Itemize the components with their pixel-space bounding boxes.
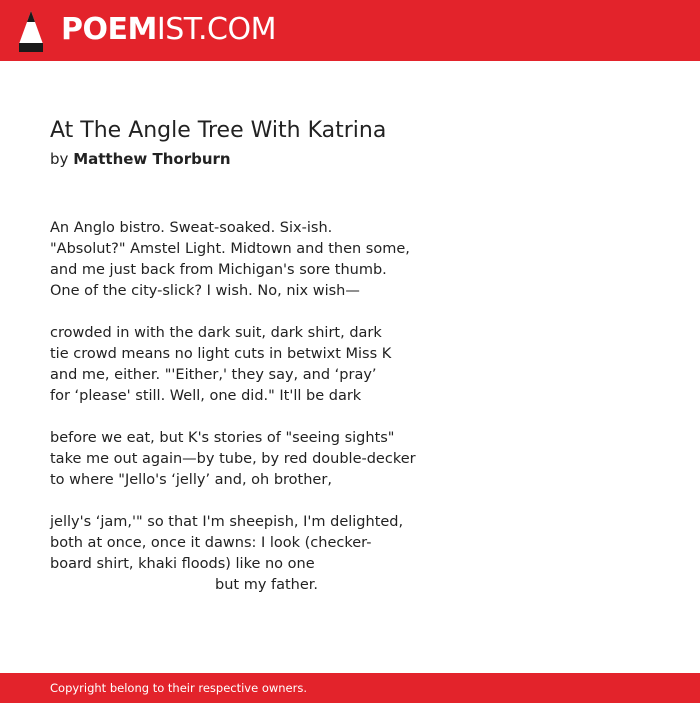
poem-line: and me, either. "'Either,' they say, and ‘pray’: [50, 367, 377, 383]
poem-line: before we eat, but K's stories of "seeing sights": [50, 430, 395, 446]
logo-text-light: IST.COM: [156, 12, 276, 47]
site-logo-link[interactable]: [61, 12, 276, 48]
site-footer: [0, 673, 700, 703]
poem-line: board shirt, khaki floods) like no one: [50, 556, 315, 572]
poem-line: jelly's ‘jam,'" so that I'm sheepish, I'm delighted,: [50, 514, 404, 530]
poem-title: At The Angle Tree With Katrina: [50, 118, 387, 143]
poem-author: Matthew Thorburn: [73, 150, 231, 168]
by-label: by: [50, 150, 69, 168]
stanza: [50, 218, 470, 302]
stanza: [50, 428, 470, 491]
stanza: [50, 512, 470, 596]
poem-line: An Anglo bistro. Sweat-soaked. Six-ish.: [50, 220, 333, 236]
site-header: [0, 0, 700, 61]
pencil-mountain-icon[interactable]: [18, 10, 44, 52]
copyright-notice: Copyright belong to their respective owners.: [50, 681, 308, 695]
poem-line: both at once, once it dawns: I look (checker-: [50, 535, 372, 551]
poem-line: take me out again—by tube, by red double-decker: [50, 451, 416, 467]
poem-line: tie crowd means no light cuts in betwixt Miss K: [50, 346, 392, 362]
poem-body: [50, 218, 470, 617]
poem-line: One of the city-slick? I wish. No, nix wish—: [50, 283, 360, 299]
logo-text-strong: POEM: [61, 12, 157, 47]
poem-line: but my father.: [215, 577, 319, 593]
poem-byline: [50, 148, 231, 170]
poem-line: for ‘please' still. Well, one did." It'll be dark: [50, 388, 362, 404]
poem-line: to where "Jello's ‘jelly’ and, oh brother,: [50, 472, 332, 488]
stanza: [50, 323, 470, 407]
poem-line: "Absolut?" Amstel Light. Midtown and then some,: [50, 241, 410, 257]
poem-line: and me just back from Michigan's sore thumb.: [50, 262, 387, 278]
poem-line: crowded in with the dark suit, dark shirt, dark: [50, 325, 382, 341]
